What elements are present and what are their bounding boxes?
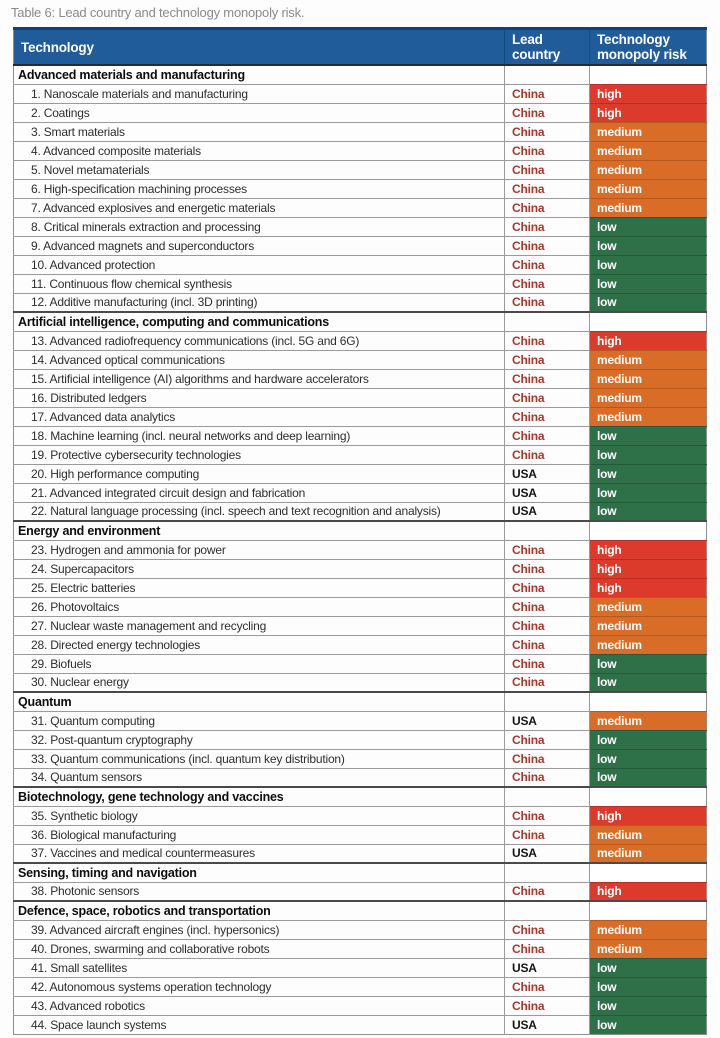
monopoly-risk-cell: medium: [590, 388, 707, 407]
lead-country-cell: USA: [505, 464, 590, 483]
table-row: [14, 540, 707, 559]
technology-cell: 29. Biofuels: [14, 654, 505, 673]
monopoly-risk-cell: low: [590, 1015, 707, 1034]
table-row: [14, 635, 707, 654]
monopoly-risk-cell: high: [590, 882, 707, 901]
monopoly-risk-cell: low: [590, 958, 707, 977]
lead-country-cell: China: [505, 236, 590, 255]
technology-cell: 26. Photovoltaics: [14, 597, 505, 616]
table-row: [14, 350, 707, 369]
technology-cell: 19. Protective cybersecurity technologies: [14, 445, 505, 464]
table-caption: Table 6: Lead country and technology monopoly risk.: [11, 5, 305, 20]
technology-cell: 28. Directed energy technologies: [14, 635, 505, 654]
table-row: [14, 844, 707, 863]
table-row: [14, 559, 707, 578]
section-row: [14, 787, 707, 806]
section-risk-cell-empty: [590, 692, 707, 711]
lead-country-cell: China: [505, 635, 590, 654]
section-risk-cell-empty: [590, 787, 707, 806]
technology-cell: 30. Nuclear energy: [14, 673, 505, 692]
section-country-cell-empty: [505, 521, 590, 540]
technology-cell: 27. Nuclear waste management and recycling: [14, 616, 505, 635]
table-row: [14, 502, 707, 521]
section-row: [14, 863, 707, 882]
table-row: [14, 806, 707, 825]
table-row: [14, 293, 707, 312]
technology-cell: 5. Novel metamaterials: [14, 160, 505, 179]
monopoly-risk-cell: high: [590, 578, 707, 597]
lead-country-cell: China: [505, 806, 590, 825]
lead-country-cell: China: [505, 597, 590, 616]
technology-cell: 38. Photonic sensors: [14, 882, 505, 901]
monopoly-risk-cell: low: [590, 255, 707, 274]
table-row: [14, 996, 707, 1015]
monopoly-risk-cell: medium: [590, 711, 707, 730]
technology-cell: 23. Hydrogen and ammonia for power: [14, 540, 505, 559]
lead-country-cell: China: [505, 293, 590, 312]
technology-cell: 24. Supercapacitors: [14, 559, 505, 578]
monopoly-risk-cell: medium: [590, 122, 707, 141]
monopoly-risk-cell: low: [590, 768, 707, 787]
technology-cell: 40. Drones, swarming and collaborative robots: [14, 939, 505, 958]
table-row: [14, 749, 707, 768]
monopoly-risk-cell: low: [590, 730, 707, 749]
lead-country-cell: China: [505, 122, 590, 141]
technology-cell: 13. Advanced radiofrequency communications (incl. 5G and 6G): [14, 331, 505, 350]
monopoly-risk-cell: medium: [590, 141, 707, 160]
section-label: Quantum: [14, 692, 505, 711]
monopoly-risk-cell: low: [590, 502, 707, 521]
lead-country-cell: USA: [505, 483, 590, 502]
table-row: [14, 236, 707, 255]
lead-country-cell: China: [505, 939, 590, 958]
section-row: [14, 692, 707, 711]
monopoly-risk-cell: medium: [590, 198, 707, 217]
section-label: Energy and environment: [14, 521, 505, 540]
lead-country-cell: China: [505, 84, 590, 103]
technology-cell: 17. Advanced data analytics: [14, 407, 505, 426]
table-row: [14, 882, 707, 901]
technology-cell: 8. Critical minerals extraction and processing: [14, 217, 505, 236]
section-label: Biotechnology, gene technology and vaccines: [14, 787, 505, 806]
lead-country-cell: China: [505, 198, 590, 217]
monopoly-risk-cell: low: [590, 673, 707, 692]
table-row: [14, 977, 707, 996]
lead-country-cell: China: [505, 160, 590, 179]
table-row: [14, 198, 707, 217]
monopoly-risk-cell: medium: [590, 825, 707, 844]
header-row: [14, 29, 707, 66]
technology-cell: 12. Additive manufacturing (incl. 3D printing): [14, 293, 505, 312]
table-row: [14, 673, 707, 692]
section-label: Sensing, timing and navigation: [14, 863, 505, 882]
table-row: [14, 1015, 707, 1034]
table-row: [14, 483, 707, 502]
table-row: [14, 578, 707, 597]
technology-cell: 36. Biological manufacturing: [14, 825, 505, 844]
table-row: [14, 711, 707, 730]
lead-country-cell: China: [505, 920, 590, 939]
monopoly-risk-cell: low: [590, 293, 707, 312]
table-row: [14, 84, 707, 103]
technology-cell: 22. Natural language processing (incl. speech and text recognition and analysis): [14, 502, 505, 521]
section-risk-cell-empty: [590, 521, 707, 540]
lead-country-cell: China: [505, 426, 590, 445]
table-row: [14, 369, 707, 388]
technology-cell: 34. Quantum sensors: [14, 768, 505, 787]
lead-country-cell: USA: [505, 844, 590, 863]
section-risk-cell-empty: [590, 65, 707, 84]
monopoly-risk-cell: low: [590, 445, 707, 464]
monopoly-risk-cell: medium: [590, 616, 707, 635]
monopoly-risk-cell: low: [590, 426, 707, 445]
lead-country-cell: China: [505, 350, 590, 369]
lead-country-cell: China: [505, 141, 590, 160]
lead-country-cell: USA: [505, 958, 590, 977]
lead-country-cell: China: [505, 882, 590, 901]
column-header-monopoly-risk: Technology monopoly risk: [590, 29, 707, 66]
lead-country-cell: China: [505, 616, 590, 635]
table-row: [14, 768, 707, 787]
table-row: [14, 160, 707, 179]
lead-country-cell: China: [505, 825, 590, 844]
technology-cell: 4. Advanced composite materials: [14, 141, 505, 160]
column-header-technology: Technology: [14, 29, 505, 66]
table-row: [14, 616, 707, 635]
table-row: [14, 255, 707, 274]
technology-cell: 41. Small satellites: [14, 958, 505, 977]
table-row: [14, 407, 707, 426]
lead-country-cell: China: [505, 996, 590, 1015]
table-row: [14, 730, 707, 749]
table-row: [14, 958, 707, 977]
monopoly-risk-cell: low: [590, 749, 707, 768]
monopoly-risk-cell: low: [590, 217, 707, 236]
lead-country-cell: China: [505, 540, 590, 559]
table-row: [14, 597, 707, 616]
table-row: [14, 939, 707, 958]
table-row: [14, 445, 707, 464]
lead-country-cell: USA: [505, 1015, 590, 1034]
monopoly-risk-cell: medium: [590, 407, 707, 426]
technology-cell: 39. Advanced aircraft engines (incl. hypersonics): [14, 920, 505, 939]
technology-cell: 9. Advanced magnets and superconductors: [14, 236, 505, 255]
section-row: [14, 65, 707, 84]
table-row: [14, 920, 707, 939]
section-label: Artificial intelligence, computing and communications: [14, 312, 505, 331]
monopoly-risk-cell: medium: [590, 369, 707, 388]
monopoly-risk-cell: medium: [590, 350, 707, 369]
lead-country-cell: China: [505, 274, 590, 293]
technology-cell: 43. Advanced robotics: [14, 996, 505, 1015]
monopoly-risk-cell: high: [590, 806, 707, 825]
monopoly-risk-cell: low: [590, 483, 707, 502]
monopoly-risk-cell: low: [590, 996, 707, 1015]
lead-country-cell: China: [505, 578, 590, 597]
lead-country-cell: USA: [505, 502, 590, 521]
section-label: Advanced materials and manufacturing: [14, 65, 505, 84]
technology-cell: 44. Space launch systems: [14, 1015, 505, 1034]
technology-cell: 32. Post-quantum cryptography: [14, 730, 505, 749]
table-row: [14, 654, 707, 673]
section-row: [14, 312, 707, 331]
technology-cell: 35. Synthetic biology: [14, 806, 505, 825]
lead-country-cell: China: [505, 103, 590, 122]
technology-cell: 42. Autonomous systems operation technology: [14, 977, 505, 996]
section-country-cell-empty: [505, 863, 590, 882]
section-country-cell-empty: [505, 312, 590, 331]
table-row: [14, 103, 707, 122]
lead-country-cell: China: [505, 255, 590, 274]
lead-country-cell: China: [505, 407, 590, 426]
technology-cell: 11. Continuous flow chemical synthesis: [14, 274, 505, 293]
section-country-cell-empty: [505, 65, 590, 84]
technology-cell: 31. Quantum computing: [14, 711, 505, 730]
table-row: [14, 179, 707, 198]
section-row: [14, 521, 707, 540]
technology-cell: 18. Machine learning (incl. neural networks and deep learning): [14, 426, 505, 445]
lead-country-cell: China: [505, 369, 590, 388]
lead-country-cell: China: [505, 673, 590, 692]
monopoly-risk-cell: medium: [590, 635, 707, 654]
technology-cell: 1. Nanoscale materials and manufacturing: [14, 84, 505, 103]
monopoly-risk-cell: high: [590, 103, 707, 122]
technology-cell: 37. Vaccines and medical countermeasures: [14, 844, 505, 863]
technology-cell: 20. High performance computing: [14, 464, 505, 483]
section-risk-cell-empty: [590, 901, 707, 920]
technology-cell: 21. Advanced integrated circuit design and fabrication: [14, 483, 505, 502]
section-risk-cell-empty: [590, 312, 707, 331]
technology-cell: 6. High-specification machining processes: [14, 179, 505, 198]
lead-country-cell: China: [505, 654, 590, 673]
table-row: [14, 217, 707, 236]
section-risk-cell-empty: [590, 863, 707, 882]
technology-cell: 10. Advanced protection: [14, 255, 505, 274]
technology-cell: 2. Coatings: [14, 103, 505, 122]
lead-country-cell: China: [505, 977, 590, 996]
monopoly-risk-cell: low: [590, 274, 707, 293]
table-body: [14, 65, 707, 1034]
monopoly-risk-cell: low: [590, 654, 707, 673]
table-row: [14, 426, 707, 445]
monopoly-risk-cell: low: [590, 977, 707, 996]
technology-cell: 25. Electric batteries: [14, 578, 505, 597]
monopoly-risk-cell: medium: [590, 844, 707, 863]
table-row: [14, 388, 707, 407]
monopoly-risk-cell: high: [590, 84, 707, 103]
monopoly-risk-cell: medium: [590, 920, 707, 939]
lead-country-cell: China: [505, 749, 590, 768]
lead-country-cell: China: [505, 559, 590, 578]
monopoly-risk-table: [13, 27, 707, 1035]
table-row: [14, 331, 707, 350]
table-header: [14, 29, 707, 66]
monopoly-risk-cell: medium: [590, 597, 707, 616]
monopoly-risk-cell: medium: [590, 160, 707, 179]
monopoly-risk-cell: high: [590, 559, 707, 578]
section-label: Defence, space, robotics and transportation: [14, 901, 505, 920]
section-country-cell-empty: [505, 787, 590, 806]
table-row: [14, 274, 707, 293]
technology-cell: 14. Advanced optical communications: [14, 350, 505, 369]
lead-country-cell: USA: [505, 711, 590, 730]
technology-cell: 33. Quantum communications (incl. quantum key distribution): [14, 749, 505, 768]
section-row: [14, 901, 707, 920]
table-row: [14, 825, 707, 844]
monopoly-risk-cell: high: [590, 331, 707, 350]
monopoly-risk-cell: high: [590, 540, 707, 559]
column-header-lead-country: Lead country: [505, 29, 590, 66]
monopoly-risk-cell: medium: [590, 179, 707, 198]
table-row: [14, 141, 707, 160]
monopoly-risk-cell: low: [590, 236, 707, 255]
technology-cell: 3. Smart materials: [14, 122, 505, 141]
section-country-cell-empty: [505, 901, 590, 920]
section-country-cell-empty: [505, 692, 590, 711]
technology-cell: 7. Advanced explosives and energetic materials: [14, 198, 505, 217]
table-row: [14, 464, 707, 483]
lead-country-cell: China: [505, 730, 590, 749]
table-row: [14, 122, 707, 141]
monopoly-risk-cell: medium: [590, 939, 707, 958]
monopoly-risk-cell: low: [590, 464, 707, 483]
lead-country-cell: China: [505, 331, 590, 350]
lead-country-cell: China: [505, 445, 590, 464]
lead-country-cell: China: [505, 388, 590, 407]
technology-cell: 16. Distributed ledgers: [14, 388, 505, 407]
lead-country-cell: China: [505, 768, 590, 787]
technology-cell: 15. Artificial intelligence (AI) algorithms and hardware accelerators: [14, 369, 505, 388]
lead-country-cell: China: [505, 179, 590, 198]
lead-country-cell: China: [505, 217, 590, 236]
